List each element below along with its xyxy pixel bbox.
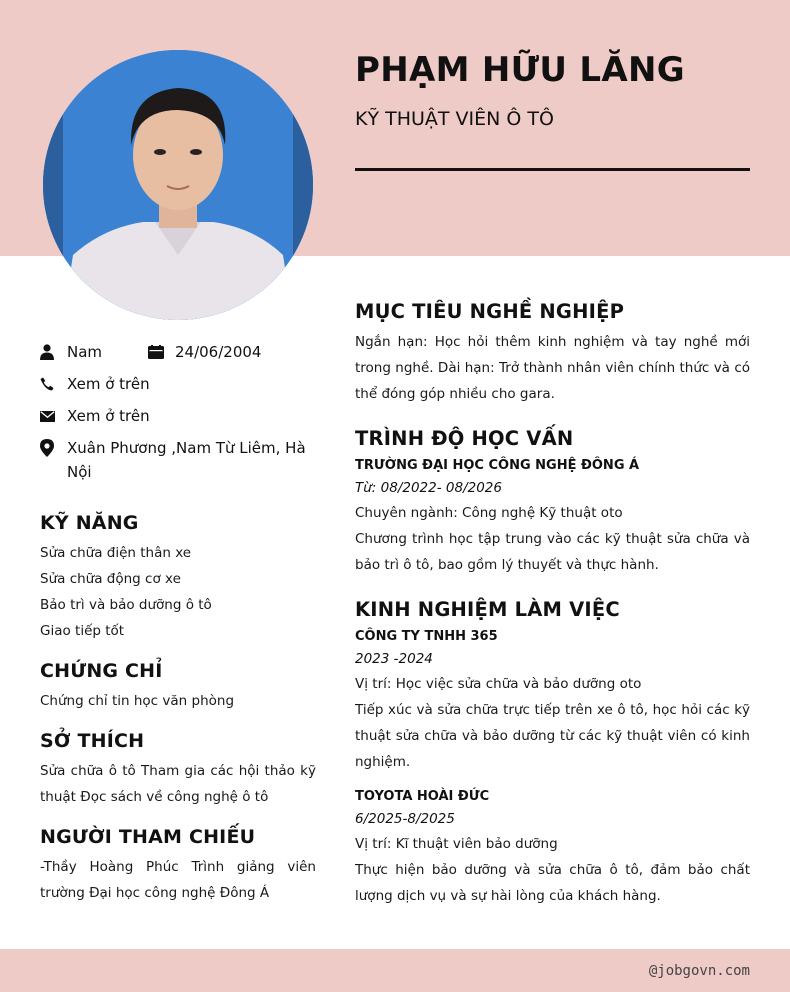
skill-item: Bảo trì và bảo dưỡng ô tô [40, 597, 212, 613]
phone-value: Xem ở trên [67, 375, 150, 393]
left-column [40, 340, 316, 906]
experience-company: CÔNG TY TNHH 365 [355, 629, 498, 644]
calendar-icon [148, 340, 175, 364]
experience-position: Vị trí: Học việc sửa chữa và bảo dưỡng oto [355, 676, 642, 692]
person-icon [40, 340, 67, 364]
education-major: Chuyên ngành: Công nghệ Kỹ thuật oto [355, 505, 623, 521]
email-value: Xem ở trên [67, 407, 150, 425]
candidate-name: PHẠM HỮU LĂNG [355, 50, 685, 90]
hobbies-text: Sửa chữa ô tô Tham gia các hội thảo kỹ thuật Đọc sách về công nghệ ô tô [40, 763, 316, 805]
references-text: -Thầy Hoàng Phúc Trình giảng viên trường Đại học công nghệ Đông Á [40, 859, 316, 901]
certificates-title: CHỨNG CHỈ [40, 660, 163, 682]
mail-icon [40, 404, 67, 428]
title-divider [355, 168, 750, 171]
skills-list [40, 540, 316, 644]
certificates-list [40, 688, 316, 714]
email-row [40, 404, 316, 428]
phone-icon [40, 372, 67, 396]
skill-item: Giao tiếp tốt [40, 623, 125, 639]
experience-description: Tiếp xúc và sửa chữa trực tiếp trên xe ô tô, học hỏi các kỹ thuật sửa chữa và bảo dưỡng từ các kỹ thuật viên có kinh nghiệm. [355, 702, 750, 770]
experience-period: 6/2025-8/2025 [355, 811, 455, 827]
education-period: Từ: 08/2022- 08/2026 [355, 480, 502, 496]
references-title: NGƯỜI THAM CHIẾU [40, 826, 256, 848]
education-description: Chương trình học tập trung vào các kỹ thuật sửa chữa và bảo trì ô tô, bao gồm lý thuyết và thực hành. [355, 531, 750, 573]
education-school: TRƯỜNG ĐẠI HỌC CÔNG NGHỆ ĐÔNG Á [355, 458, 640, 473]
phone-row [40, 372, 316, 396]
right-column [355, 300, 750, 909]
profile-photo [43, 50, 313, 320]
experience-description: Thực hiện bảo dưỡng và sửa chữa ô tô, đảm bảo chất lượng dịch vụ và sự hài lòng của khách hàng. [355, 862, 750, 904]
address-row [40, 436, 316, 484]
skill-item: Sửa chữa động cơ xe [40, 571, 181, 587]
certificate-item: Chứng chỉ tin học văn phòng [40, 693, 235, 709]
objective-title: MỤC TIÊU NGHỀ NGHIỆP [355, 300, 625, 323]
skills-title: KỸ NĂNG [40, 512, 139, 534]
experience-entry [355, 627, 750, 775]
gender-birthdate-row [40, 340, 316, 364]
experience-period: 2023 -2024 [355, 651, 433, 667]
location-pin-icon [40, 436, 67, 460]
portrait-image [43, 50, 313, 320]
address-value: Xuân Phương ,Nam Từ Liêm, Hà Nội [67, 439, 306, 481]
gender-value: Nam [67, 343, 103, 361]
objective-text: Ngắn hạn: Học hỏi thêm kinh nghiệm và tay nghề mới trong nghề. Dài hạn: Trở thành nhân viên chính thức và có thể đóng góp nhiều cho gara. [355, 334, 750, 402]
birthdate-value: 24/06/2004 [175, 343, 262, 361]
footer-watermark: @jobgovn.com [648, 963, 750, 979]
skill-item: Sửa chữa điện thân xe [40, 545, 192, 561]
experience-entry [355, 787, 750, 909]
experience-title: KINH NGHIỆM LÀM VIỆC [355, 598, 620, 621]
hobbies-title: SỞ THÍCH [40, 730, 145, 752]
experience-company: TOYOTA HOÀI ĐỨC [355, 789, 490, 804]
job-title: KỸ THUẬT VIÊN Ô TÔ [355, 108, 554, 130]
experience-position: Vị trí: Kĩ thuật viên bảo dưỡng [355, 836, 558, 852]
education-title: TRÌNH ĐỘ HỌC VẤN [355, 427, 574, 450]
